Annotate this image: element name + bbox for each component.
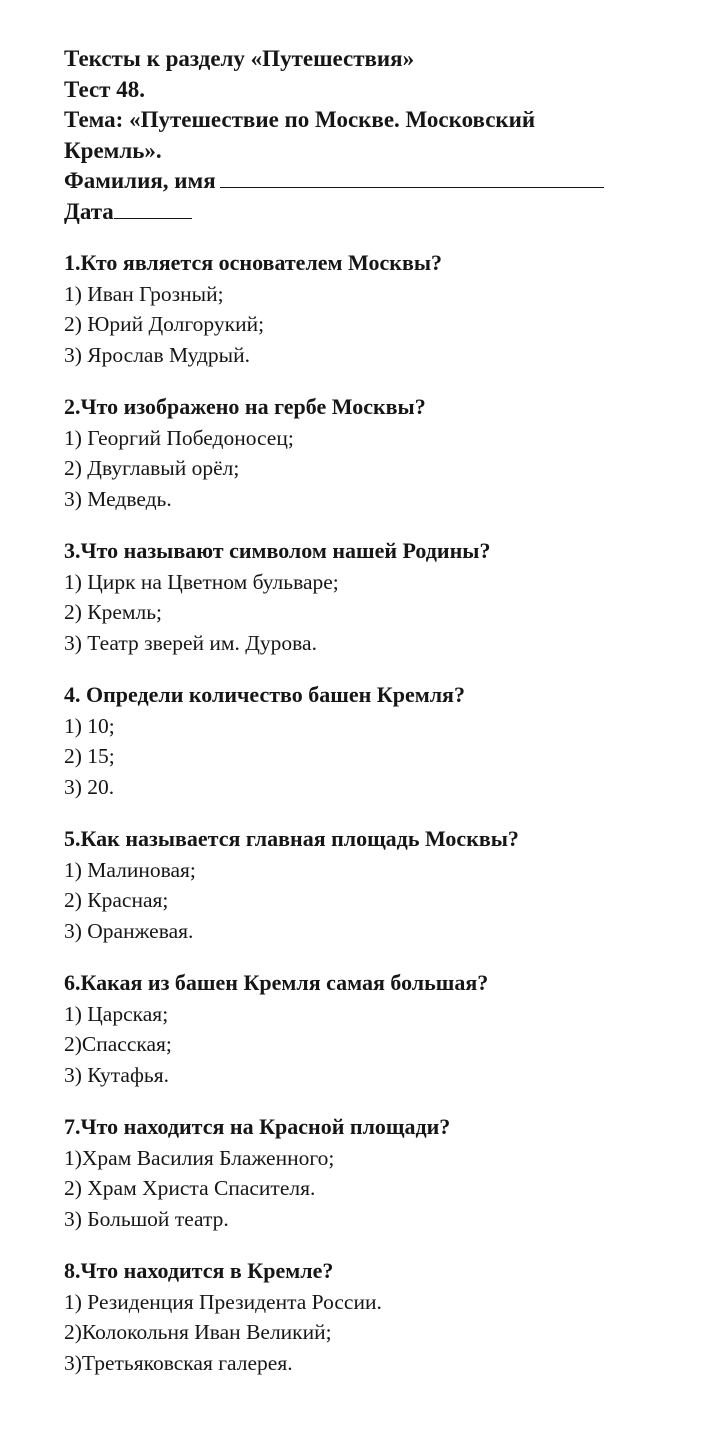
answer-option: 3) Большой театр. [64,1206,229,1231]
question-block [64,968,684,1090]
test-number: Тест 48. [64,76,145,102]
question-list [64,248,684,1378]
answer-option: 1) 10; [64,713,115,738]
name-row [64,166,684,197]
answer-option: 1)Храм Василия Блаженного; [64,1145,335,1170]
answer-option: 3) Кутафья. [64,1062,169,1087]
answer-option: 3)Третьяковская галерея. [64,1350,293,1375]
question-block [64,392,684,514]
name-blank-line [220,167,604,188]
question-block [64,824,684,946]
question-title: 2.Что изображено на гербе Москвы? [64,394,426,419]
answer-option: 1) Резиденция Президента России. [64,1289,382,1314]
question-title: 4. Определи количество башен Кремля? [64,682,465,707]
answer-option: 2) Красная; [64,888,169,912]
question-title: 3.Что называют символом нашей Родины? [64,538,491,563]
section-title: Тексты к разделу «Путешествия» [64,46,415,71]
answer-option: 2)Спасская; [64,1032,172,1056]
answer-option: 2)Колокольня Иван Великий; [64,1320,332,1344]
question-title: 1.Кто является основателем Москвы? [64,250,443,275]
answer-option: 1) Цирк на Цветном бульваре; [64,569,339,594]
answer-option: 1) Царская; [64,1001,169,1026]
question-block [64,1112,684,1234]
date-blank-line [114,198,192,219]
question-block [64,1256,684,1378]
question-block [64,248,684,370]
answer-option: 3) Оранжевая. [64,918,194,943]
answer-option: 2) Кремль; [64,600,163,624]
answer-option: 1) Малиновая; [64,857,196,882]
question-title: 5.Как называется главная площадь Москвы? [64,826,519,851]
answer-option: 2) 15; [64,744,115,768]
document-header [64,44,684,227]
answer-option: 3) 20. [64,774,115,799]
answer-option: 3) Ярослав Мудрый. [64,342,250,367]
answer-option: 2) Двуглавый орёл; [64,456,240,480]
question-block [64,536,684,658]
date-label: Дата [64,198,114,224]
answer-option: 3) Медведь. [64,486,172,511]
answer-option: 2) Юрий Долгорукий; [64,312,265,336]
date-row [64,197,684,228]
topic-line-1: Тема: «Путешествие по Москве. Московский [64,107,536,132]
answer-option: 1) Иван Грозный; [64,281,224,306]
answer-option: 1) Георгий Победоносец; [64,425,294,450]
question-title: 7.Что находится на Красной площади? [64,1114,451,1139]
question-title: 6.Какая из башен Кремля самая большая? [64,970,489,995]
question-title: 8.Что находится в Кремле? [64,1258,334,1283]
test-document [64,44,684,1400]
question-block [64,680,684,802]
answer-option: 3) Театр зверей им. Дурова. [64,630,317,655]
topic-line-2: Кремль». [64,137,162,163]
answer-option: 2) Храм Христа Спасителя. [64,1176,316,1200]
name-label: Фамилия, имя [64,168,216,193]
